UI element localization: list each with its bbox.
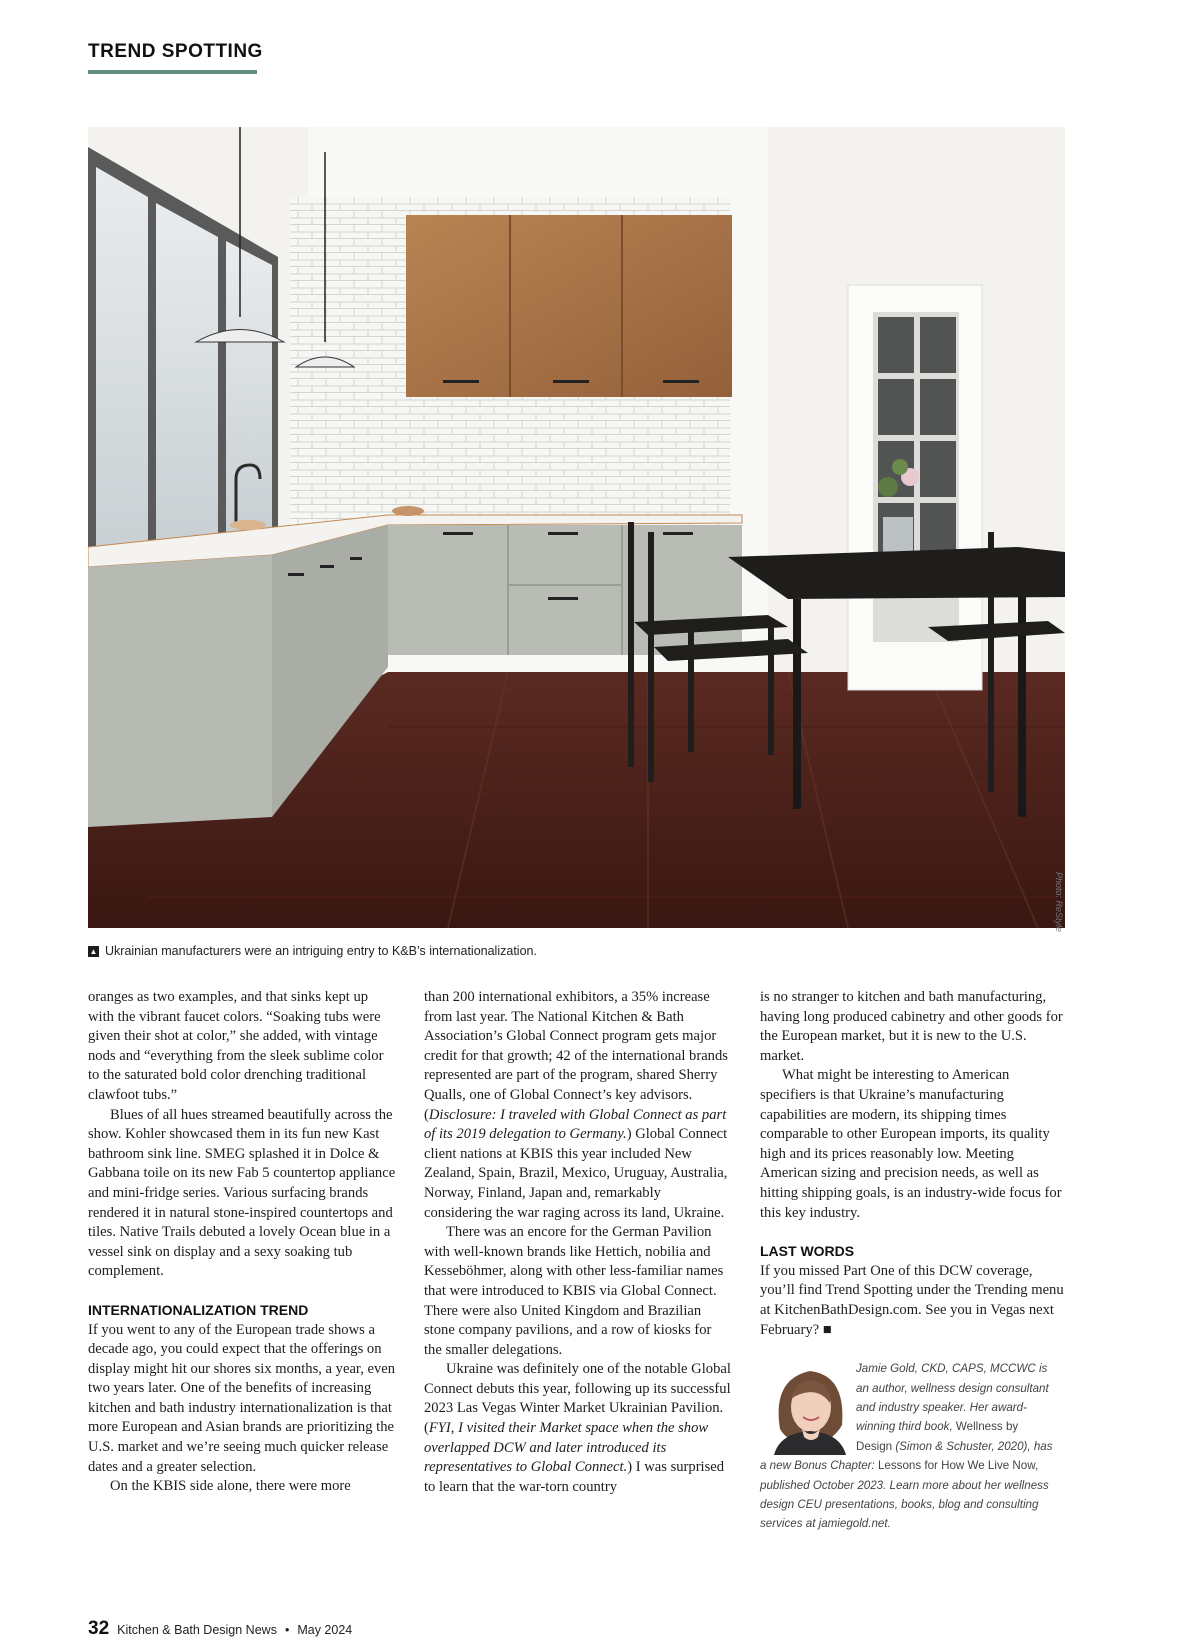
bio-line: design CEU presentations, books, blog and consulting [760,1497,1039,1511]
bio-line: and industry speaker. Her award- [856,1400,1027,1414]
article-column-2 [424,988,732,1497]
article-column-3 [760,988,1068,1549]
paragraph [424,988,732,1223]
arrow-up-icon: ▲ [89,946,98,956]
page-number: 32 [88,1618,110,1639]
author-bio [760,1359,1068,1549]
subheading-last-words: LAST WORDS [760,1243,855,1260]
bio-line: services at jamiegold.net. [760,1517,891,1531]
photo-credit: Photo: ReStyle [1054,872,1064,933]
book-title: Wellness by [955,1420,1019,1434]
text-run: (Simon & Schuster, 2020), has [892,1439,1053,1453]
footer-separator: • [284,1623,290,1637]
issue-date: May 2024 [297,1623,353,1637]
paragraph: There was an encore for the German Pavilion with well-known brands like Hettich, nobilia and Kesseböhmer, along with other less-familiar names that were introduced to KBIS via Global Connect. There were also United Kingdom and Brazilian stone company pavilions, and a row of kiosks for the smaller delegations. [424,1224,724,1358]
paragraph: If you went to any of the European trade shows a decade ago, you could expect that the offerings on display might hit our shores six months, a year, even two years later. One of the benefits of increasing kitchen and bath industry internationalization is that more European and Asian brands are prioritizing the U.S. market and we’re seeing much quicker release dates and a greater selection. [88,1321,396,1475]
publication-name: Kitchen & Bath Design News [117,1623,277,1637]
text-run: ) I was surprised to learn that the war-torn country [424,1459,725,1495]
subheading-internationalization: INTERNATIONALIZATION TREND [88,1301,309,1318]
section-title: TREND SPOTTING [88,41,263,62]
bio-line: published October 2023. Learn more about her wellness [760,1478,1049,1492]
paragraph: is no stranger to kitchen and bath manufacturing, having long produced cabinetry and other goods for the European market, but it is new to the U.S. market. [760,989,1063,1064]
text-run: Ukraine was definitely one of the notable Global Connect debuts this year, following up its successful 2023 Las Vegas Winter Market Ukrainian Pavilion. ( [424,1361,731,1437]
paragraph: On the KBIS side alone, there were more [110,1478,351,1495]
author-photo [766,1359,854,1455]
bio-line: an author, wellness design consultant [856,1381,1049,1395]
paragraph [424,1360,732,1497]
text-run: If you missed Part One of this DCW coverage, you’ll find Trend Spotting under the Trending menu at KitchenBathDesign.com. See you in Vegas next February? [760,1262,1064,1338]
disclosure-text: Disclosure: I traveled with Global Connect as part of its 2019 delegation to Germany. [424,1106,727,1143]
paragraph: What might be interesting to American specifiers is that Ukraine’s manufacturing capabilities are modern, its shipping times comparable to other European imports, its quality high and its prices reasonably low. Meeting American sizing and precision needs, as well as hitting shipping goals, is an industry-wide focus for this key industry. [760,1067,1062,1221]
photo-caption [88,942,537,960]
caption-text: Ukrainian manufacturers were an intriguing entry to K&B’s internationalization. [105,944,537,958]
fyi-text: FYI, I visited their Market space when the show overlapped DCW and later introduced its representatives to Global Connect. [424,1420,709,1476]
text-run: a new Bonus Chapter: [760,1459,878,1473]
kitchen-photo [88,127,1065,928]
book-title: Design [856,1439,893,1453]
paragraph: Blues of all hues streamed beautifully across the show. Kohler showcased them in its fun new Kast bathroom sink line. SMEG splashed it in Dolce & Gabbana toile on its new Fab 5 countertop appliance and mini-fridge series. Various surfacing brands rendered it in natural stone-inspired countertops and tiles. Native Trails debuted a lovely Ocean blue in a vessel sink on display and a sexy soaking tub complement. [88,1106,396,1280]
page-footer [88,1618,352,1640]
section-rule [88,70,257,74]
article-column-1 [88,988,396,1497]
paragraph [760,1262,1068,1340]
text-run: than 200 international exhibitors, a 35% increase from last year. The National Kitchen & Bath Association’s Global Connect program gets major credit for that growth; 42 of the international brands represented are part of the program, shared Sherry Qualls, one of Global Connect’s key advisors. ( [424,989,728,1123]
paragraph: oranges as two examples, and that sinks kept up with the vibrant faucet colors. “Soaking tubs were given their shot at color,” she added, with vintage nods and “everything from the sleek sublime color to the saturated bold color drenching traditional clawfoot tubs.” [88,989,384,1103]
bio-line [760,1456,1068,1475]
end-mark-icon: ■ [822,1321,832,1338]
bio-line: Jamie Gold, CKD, CAPS, MCCWC is [856,1362,1048,1376]
text-run: ) Global Connect client nations at KBIS this year included New Zealand, Spain, Brazil, Mexico, Uruguay, Australia, Norway, Finland, Japan and, remarkably considering the war raging across its land, Ukraine. [424,1126,728,1221]
text-run: winning third book, [856,1420,956,1434]
chapter-title: Lessons for How We Live Now, [877,1459,1039,1473]
